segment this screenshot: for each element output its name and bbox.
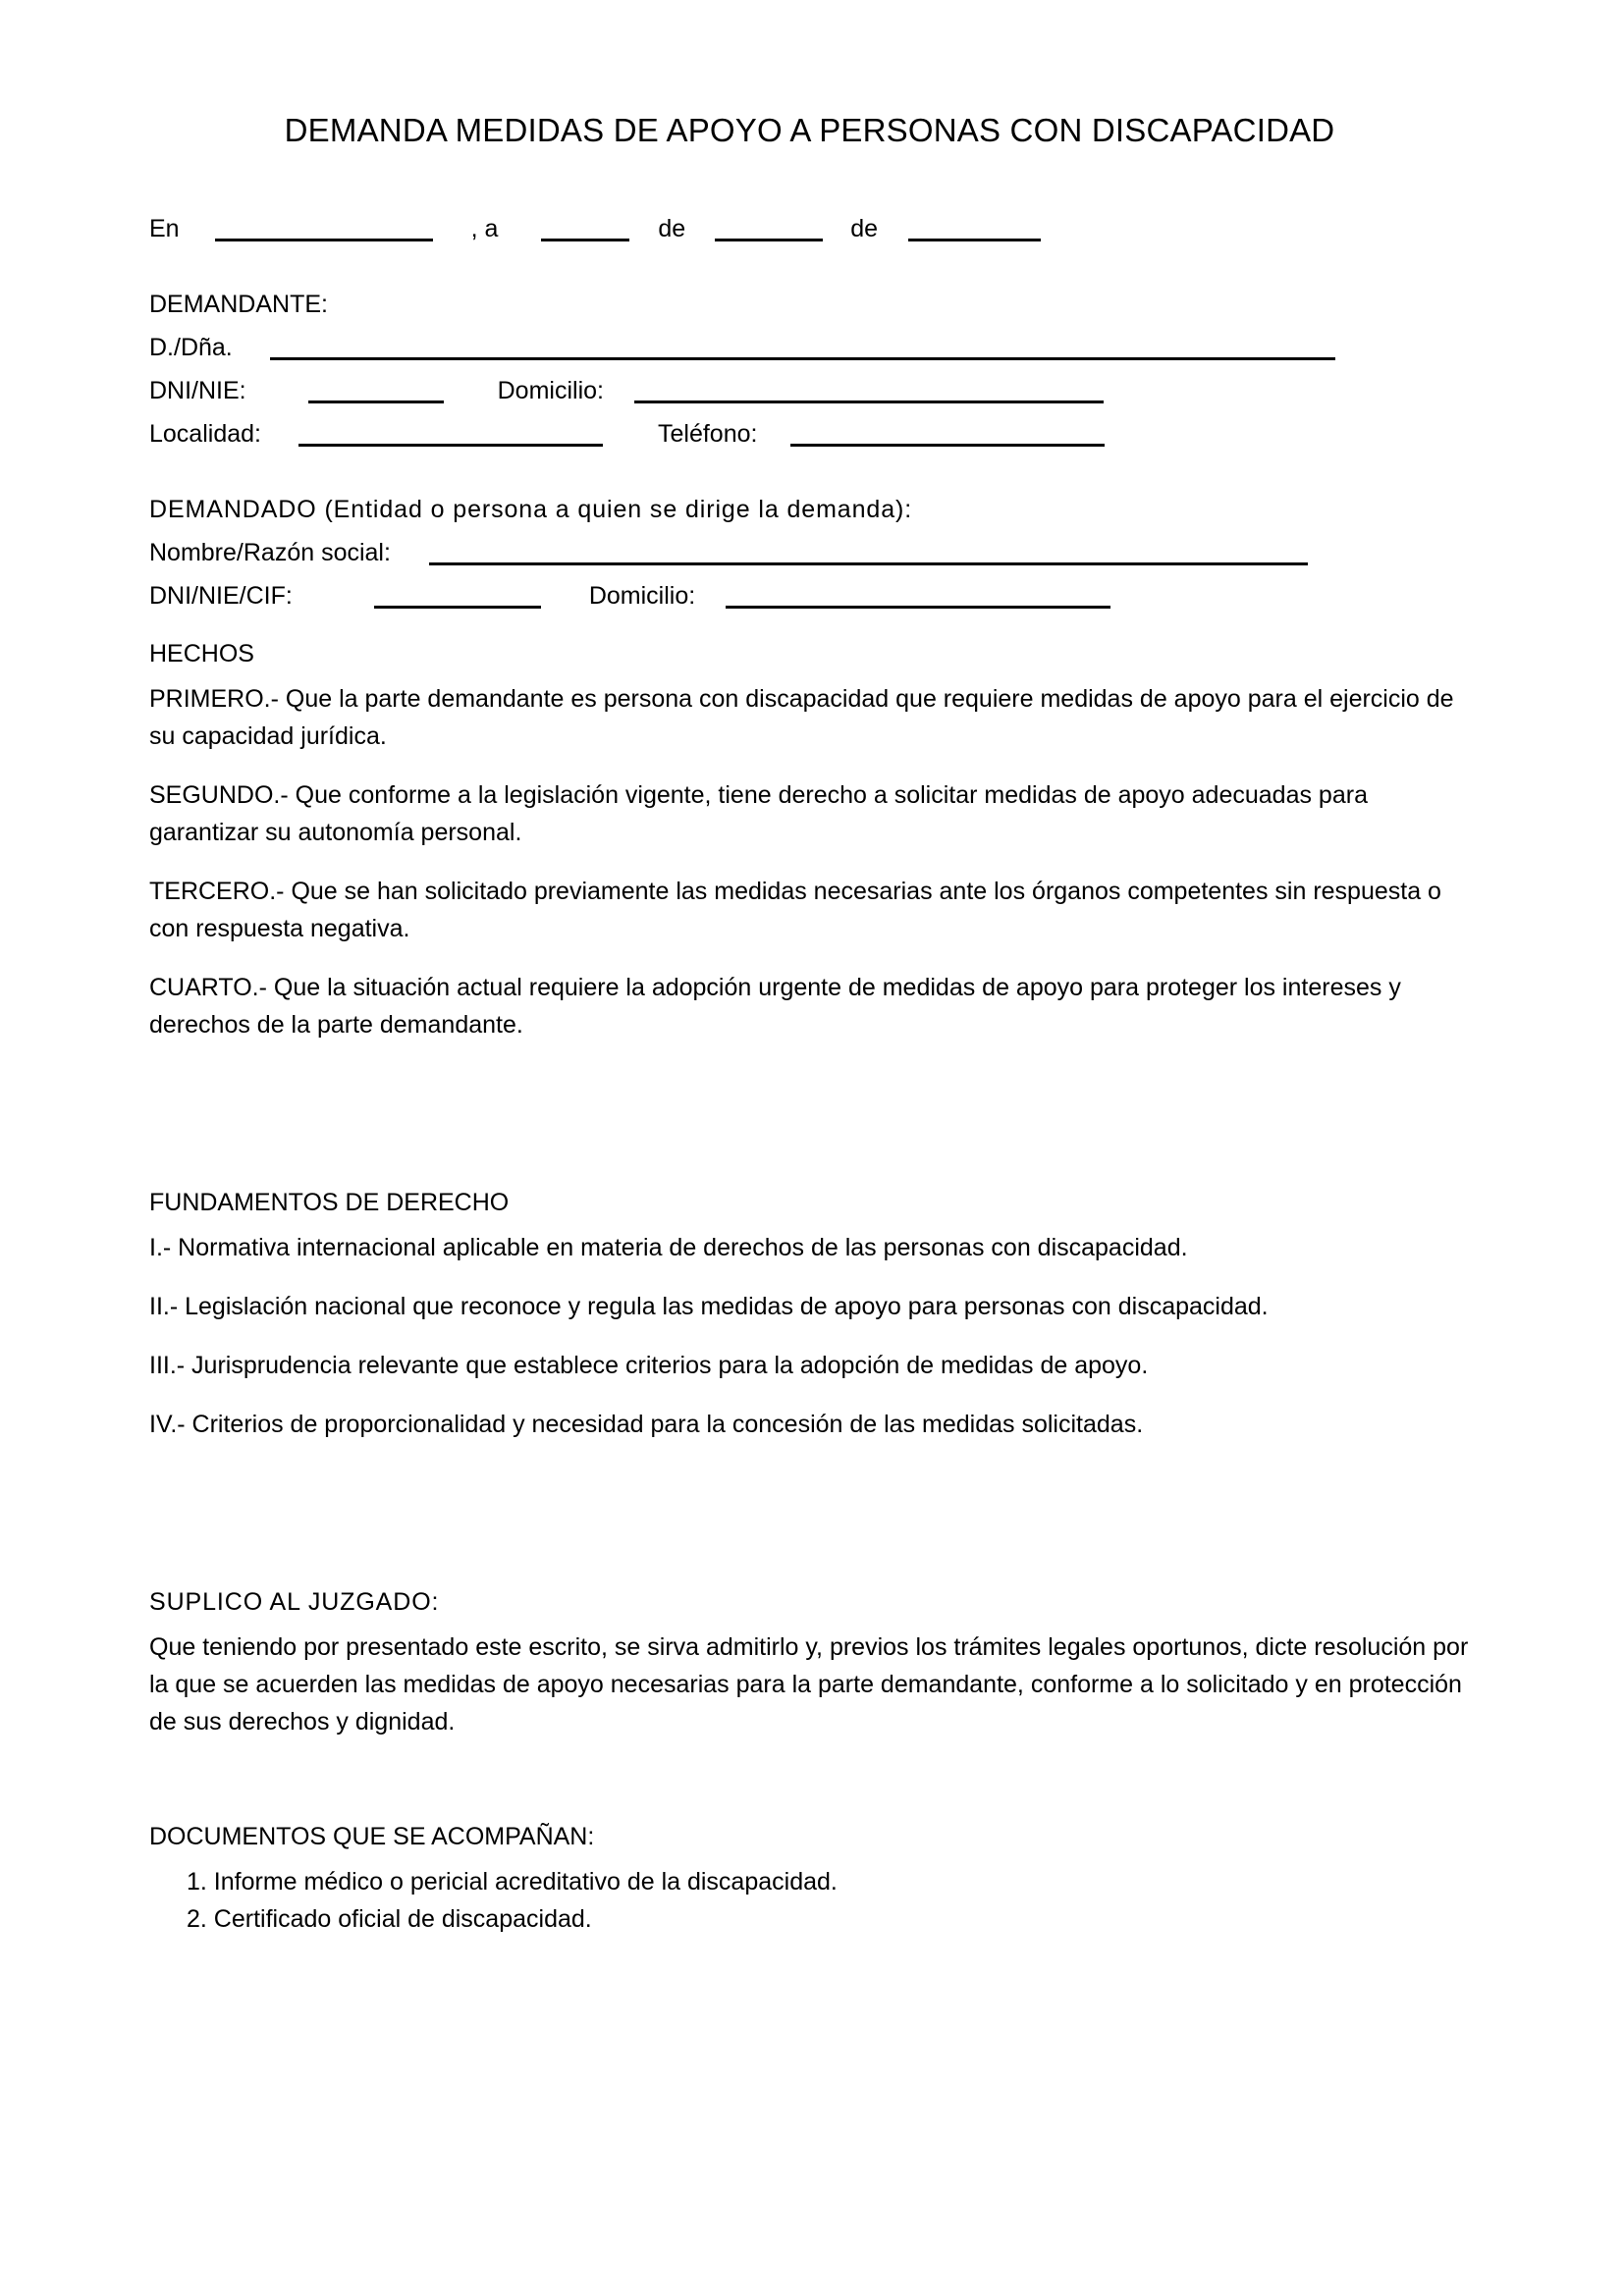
demandante-dni-row xyxy=(149,374,1470,403)
hechos-item: SEGUNDO.- Que conforme a la legislación vigente, tiene derecho a solicitar medidas de apoyo adecuadas para garantizar su autonomía personal. xyxy=(149,780,1368,846)
list-item: 2. Certificado oficial de discapacidad. xyxy=(187,1904,592,1933)
demandante-name-input[interactable] xyxy=(270,331,1335,360)
fundamentos-heading: FUNDAMENTOS DE DERECHO xyxy=(149,1188,510,1216)
documentos-heading: DOCUMENTOS QUE SE ACOMPAÑAN: xyxy=(149,1822,595,1850)
hechos-item: CUARTO.- Que la situación actual requiere la adopción urgente de medidas de apoyo para proteger los intereses y derechos de la parte demandante. xyxy=(149,973,1401,1039)
demandante-localidad-label: Localidad: xyxy=(149,419,261,448)
demandado-nombre-row xyxy=(149,536,1470,565)
document-body xyxy=(149,0,1470,1938)
documentos-list xyxy=(149,1863,1470,1938)
suplico-heading: SUPLICO AL JUZGADO: xyxy=(149,1587,440,1616)
demandante-dni-label: DNI/NIE: xyxy=(149,376,246,404)
demandante-telefono-label: Teléfono: xyxy=(657,419,758,448)
demandante-localidad-row xyxy=(149,417,1470,447)
demandante-telefono-input[interactable] xyxy=(790,417,1105,447)
demandado-nombre-label: Nombre/Razón social: xyxy=(149,538,391,566)
fundamentos-item: IV.- Criterios de proporcionalidad y necesidad para la concesión de las medidas solicitadas. xyxy=(149,1410,1144,1438)
demandante-dni-input[interactable] xyxy=(308,374,444,403)
date-line xyxy=(149,212,1470,241)
place-input[interactable] xyxy=(215,212,433,241)
demandante-name-row xyxy=(149,331,1470,360)
suplico-body: Que teniendo por presentado este escrito, se sirva admitirlo y, previos los trámites legales oportunos, dicte resolución por la que se acuerden las medidas de apoyo necesarias para la parte demandante, conforme a lo solicitado y en protección de sus derechos y dignidad. xyxy=(149,1632,1469,1735)
fundamentos-item: I.- Normativa internacional aplicable en materia de derechos de las personas con discapacidad. xyxy=(149,1233,1188,1261)
de-label-2: de xyxy=(850,214,879,242)
demandado-domicilio-label: Domicilio: xyxy=(588,581,696,610)
demandado-nombre-input[interactable] xyxy=(429,536,1308,565)
demandado-domicilio-input[interactable] xyxy=(726,579,1110,609)
demandado-dni-input[interactable] xyxy=(374,579,541,609)
en-label: En xyxy=(149,214,180,242)
page-title: DEMANDA MEDIDAS DE APOYO A PERSONAS CON DISCAPACIDAD xyxy=(284,112,1335,148)
de-label-1: de xyxy=(658,214,686,242)
hechos-item: TERCERO.- Que se han solicitado previamente las medidas necesarias ante los órganos competentes sin respuesta o con respuesta negativa. xyxy=(149,877,1441,942)
month-input[interactable] xyxy=(715,212,823,241)
demandante-domicilio-input[interactable] xyxy=(634,374,1104,403)
demandante-heading: DEMANDANTE: xyxy=(149,290,328,318)
demandado-dni-row xyxy=(149,579,1470,609)
demandante-localidad-input[interactable] xyxy=(298,417,603,447)
day-input[interactable] xyxy=(541,212,629,241)
fundamentos-item: III.- Jurisprudencia relevante que establece criterios para la adopción de medidas de apoyo. xyxy=(149,1351,1149,1379)
year-input[interactable] xyxy=(908,212,1041,241)
comma-a-label: , a xyxy=(470,214,499,242)
hechos-heading: HECHOS xyxy=(149,639,254,667)
demandado-dni-label: DNI/NIE/CIF: xyxy=(149,581,293,610)
demandado-heading: DEMANDADO (Entidad o persona a quien se dirige la demanda): xyxy=(149,495,913,523)
list-item: 1. Informe médico o pericial acreditativo de la discapacidad. xyxy=(187,1867,838,1896)
fundamentos-item: II.- Legislación nacional que reconoce y regula las medidas de apoyo para personas con discapacidad. xyxy=(149,1292,1269,1320)
demandante-domicilio-label: Domicilio: xyxy=(497,376,604,404)
hechos-item: PRIMERO.- Que la parte demandante es persona con discapacidad que requiere medidas de apoyo para el ejercicio de su capacidad jurídica. xyxy=(149,684,1454,750)
demandante-name-label: D./Dña. xyxy=(149,333,233,361)
